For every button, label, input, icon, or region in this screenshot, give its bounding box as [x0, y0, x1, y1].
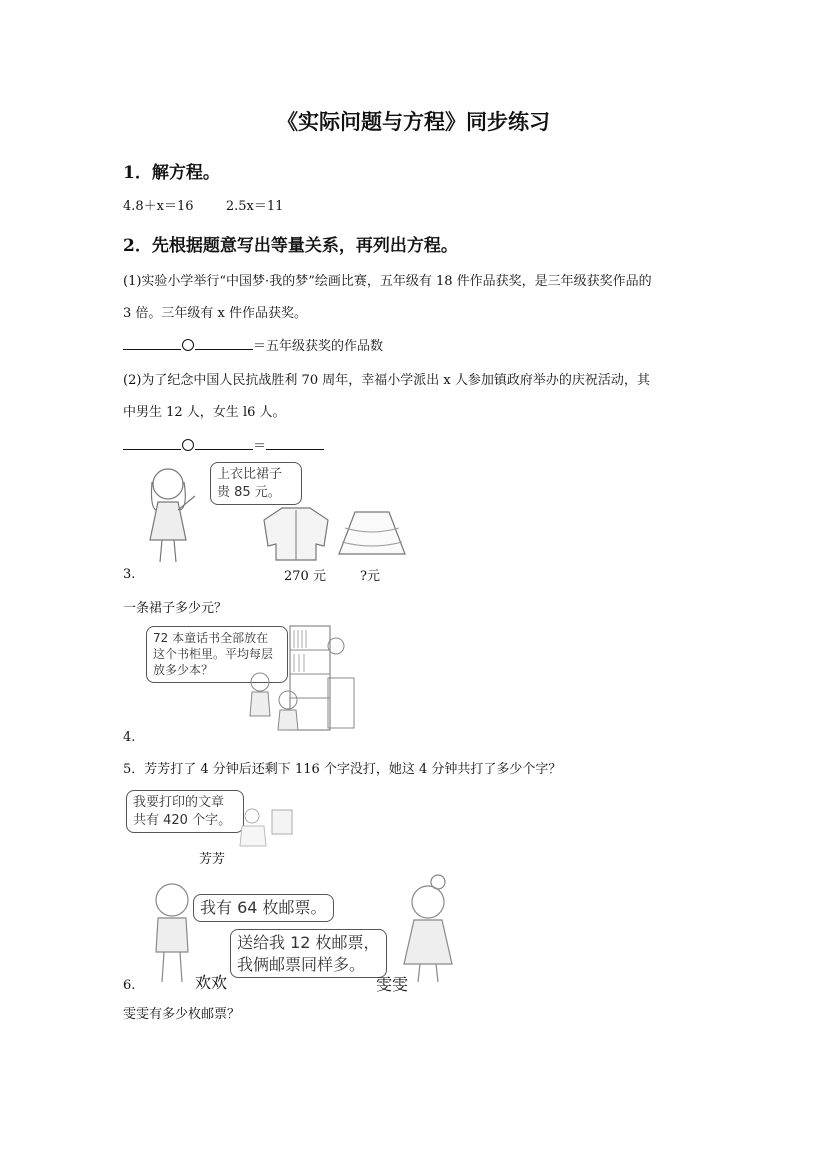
boy-illustration — [148, 880, 196, 986]
q1-eq2: 2.5x＝11 — [225, 199, 284, 214]
q4-bubble-line3: 放多少本？ — [153, 663, 214, 678]
q3-bubble-line2: 贵 85 元。 — [217, 484, 281, 500]
q3-question: 一条裙子多少元？ — [123, 601, 228, 616]
computer-illustration — [236, 806, 296, 852]
q3-speech-bubble — [210, 462, 302, 505]
q2-heading: 2．先根据题意写出等量关系，再列出方程。 — [123, 236, 458, 256]
girl-illustration — [140, 462, 200, 567]
jacket-icon — [262, 504, 330, 562]
q5-bubble-line1: 我要打印的文章 — [133, 795, 225, 810]
q6-bubble1: 我有 64 枚邮票。 — [193, 894, 334, 922]
fangfang-label: 芳芳 — [199, 852, 226, 867]
girl-wenwen-illustration — [398, 872, 460, 984]
huanhuan-label: 欢欢 — [195, 973, 228, 992]
q2-p1-line1: (1)实验小学举行“中国梦·我的梦”绘画比赛，五年级有 18 件作品获奖，是三年级获奖作品的 — [123, 274, 652, 289]
q1-equations — [123, 195, 283, 214]
q2-p2-line2: 中男生 12 人，女生 l6 人。 — [123, 405, 286, 420]
skirt-price: ?元 — [360, 569, 380, 584]
skirt-icon — [337, 510, 407, 558]
q6-bubble2 — [230, 929, 387, 978]
q6-number: 6. — [123, 978, 136, 993]
answer-blank[interactable] — [123, 338, 181, 350]
answer-blank[interactable] — [195, 338, 253, 350]
q5-speech-bubble — [126, 790, 244, 833]
operator-circle[interactable] — [182, 339, 194, 351]
operator-circle[interactable] — [182, 439, 194, 451]
q4-number: 4. — [123, 730, 136, 745]
q2-p2-answer — [123, 435, 324, 454]
q1-eq1: 4.8＋x＝16 — [123, 199, 194, 214]
q2-p1-answer — [123, 335, 383, 354]
q4-bubble-line2: 这个书柜里。平均每层 — [153, 647, 274, 662]
q6-bubble2-line2: 我俩邮票同样多。 — [237, 954, 366, 974]
q6-question: 雯雯有多少枚邮票？ — [123, 1007, 241, 1022]
answer-blank[interactable] — [195, 438, 253, 450]
q2-p2-line1: (2)为了纪念中国人民抗战胜利 70 周年，幸福小学派出 x 人参加镇政府举办的庆祝活动，其 — [123, 373, 650, 388]
q5-text: 5．芳芳打了 4 分钟后还剩下 116 个字没打，她这 4 分钟共打了多少个字？ — [123, 762, 562, 777]
bookshelf-illustration — [238, 624, 360, 734]
answer-blank[interactable] — [266, 438, 324, 450]
q3-number: 3. — [123, 567, 136, 582]
q6-bubble2-line1: 送给我 12 枚邮票， — [237, 933, 380, 952]
q3-bubble-line1: 上衣比裙子 — [217, 467, 283, 482]
answer-blank[interactable] — [123, 438, 181, 450]
q4-bubble-line1: 72 本童话书全部放在 — [153, 631, 269, 645]
q5-bubble-line2: 共有 420 个字。 — [133, 812, 232, 828]
page-title: 《实际问题与方程》同步练习 — [277, 109, 550, 134]
q2-p1-answer-tail: ＝五年级获奖的作品数 — [253, 339, 384, 354]
equals-sign: ＝ — [253, 439, 267, 454]
wenwen-label: 雯雯 — [376, 975, 409, 994]
jacket-price: 270 元 — [284, 569, 326, 584]
q2-p1-line2: 3 倍。三年级有 x 件作品获奖。 — [123, 306, 307, 321]
q1-heading: 1．解方程。 — [123, 163, 220, 183]
